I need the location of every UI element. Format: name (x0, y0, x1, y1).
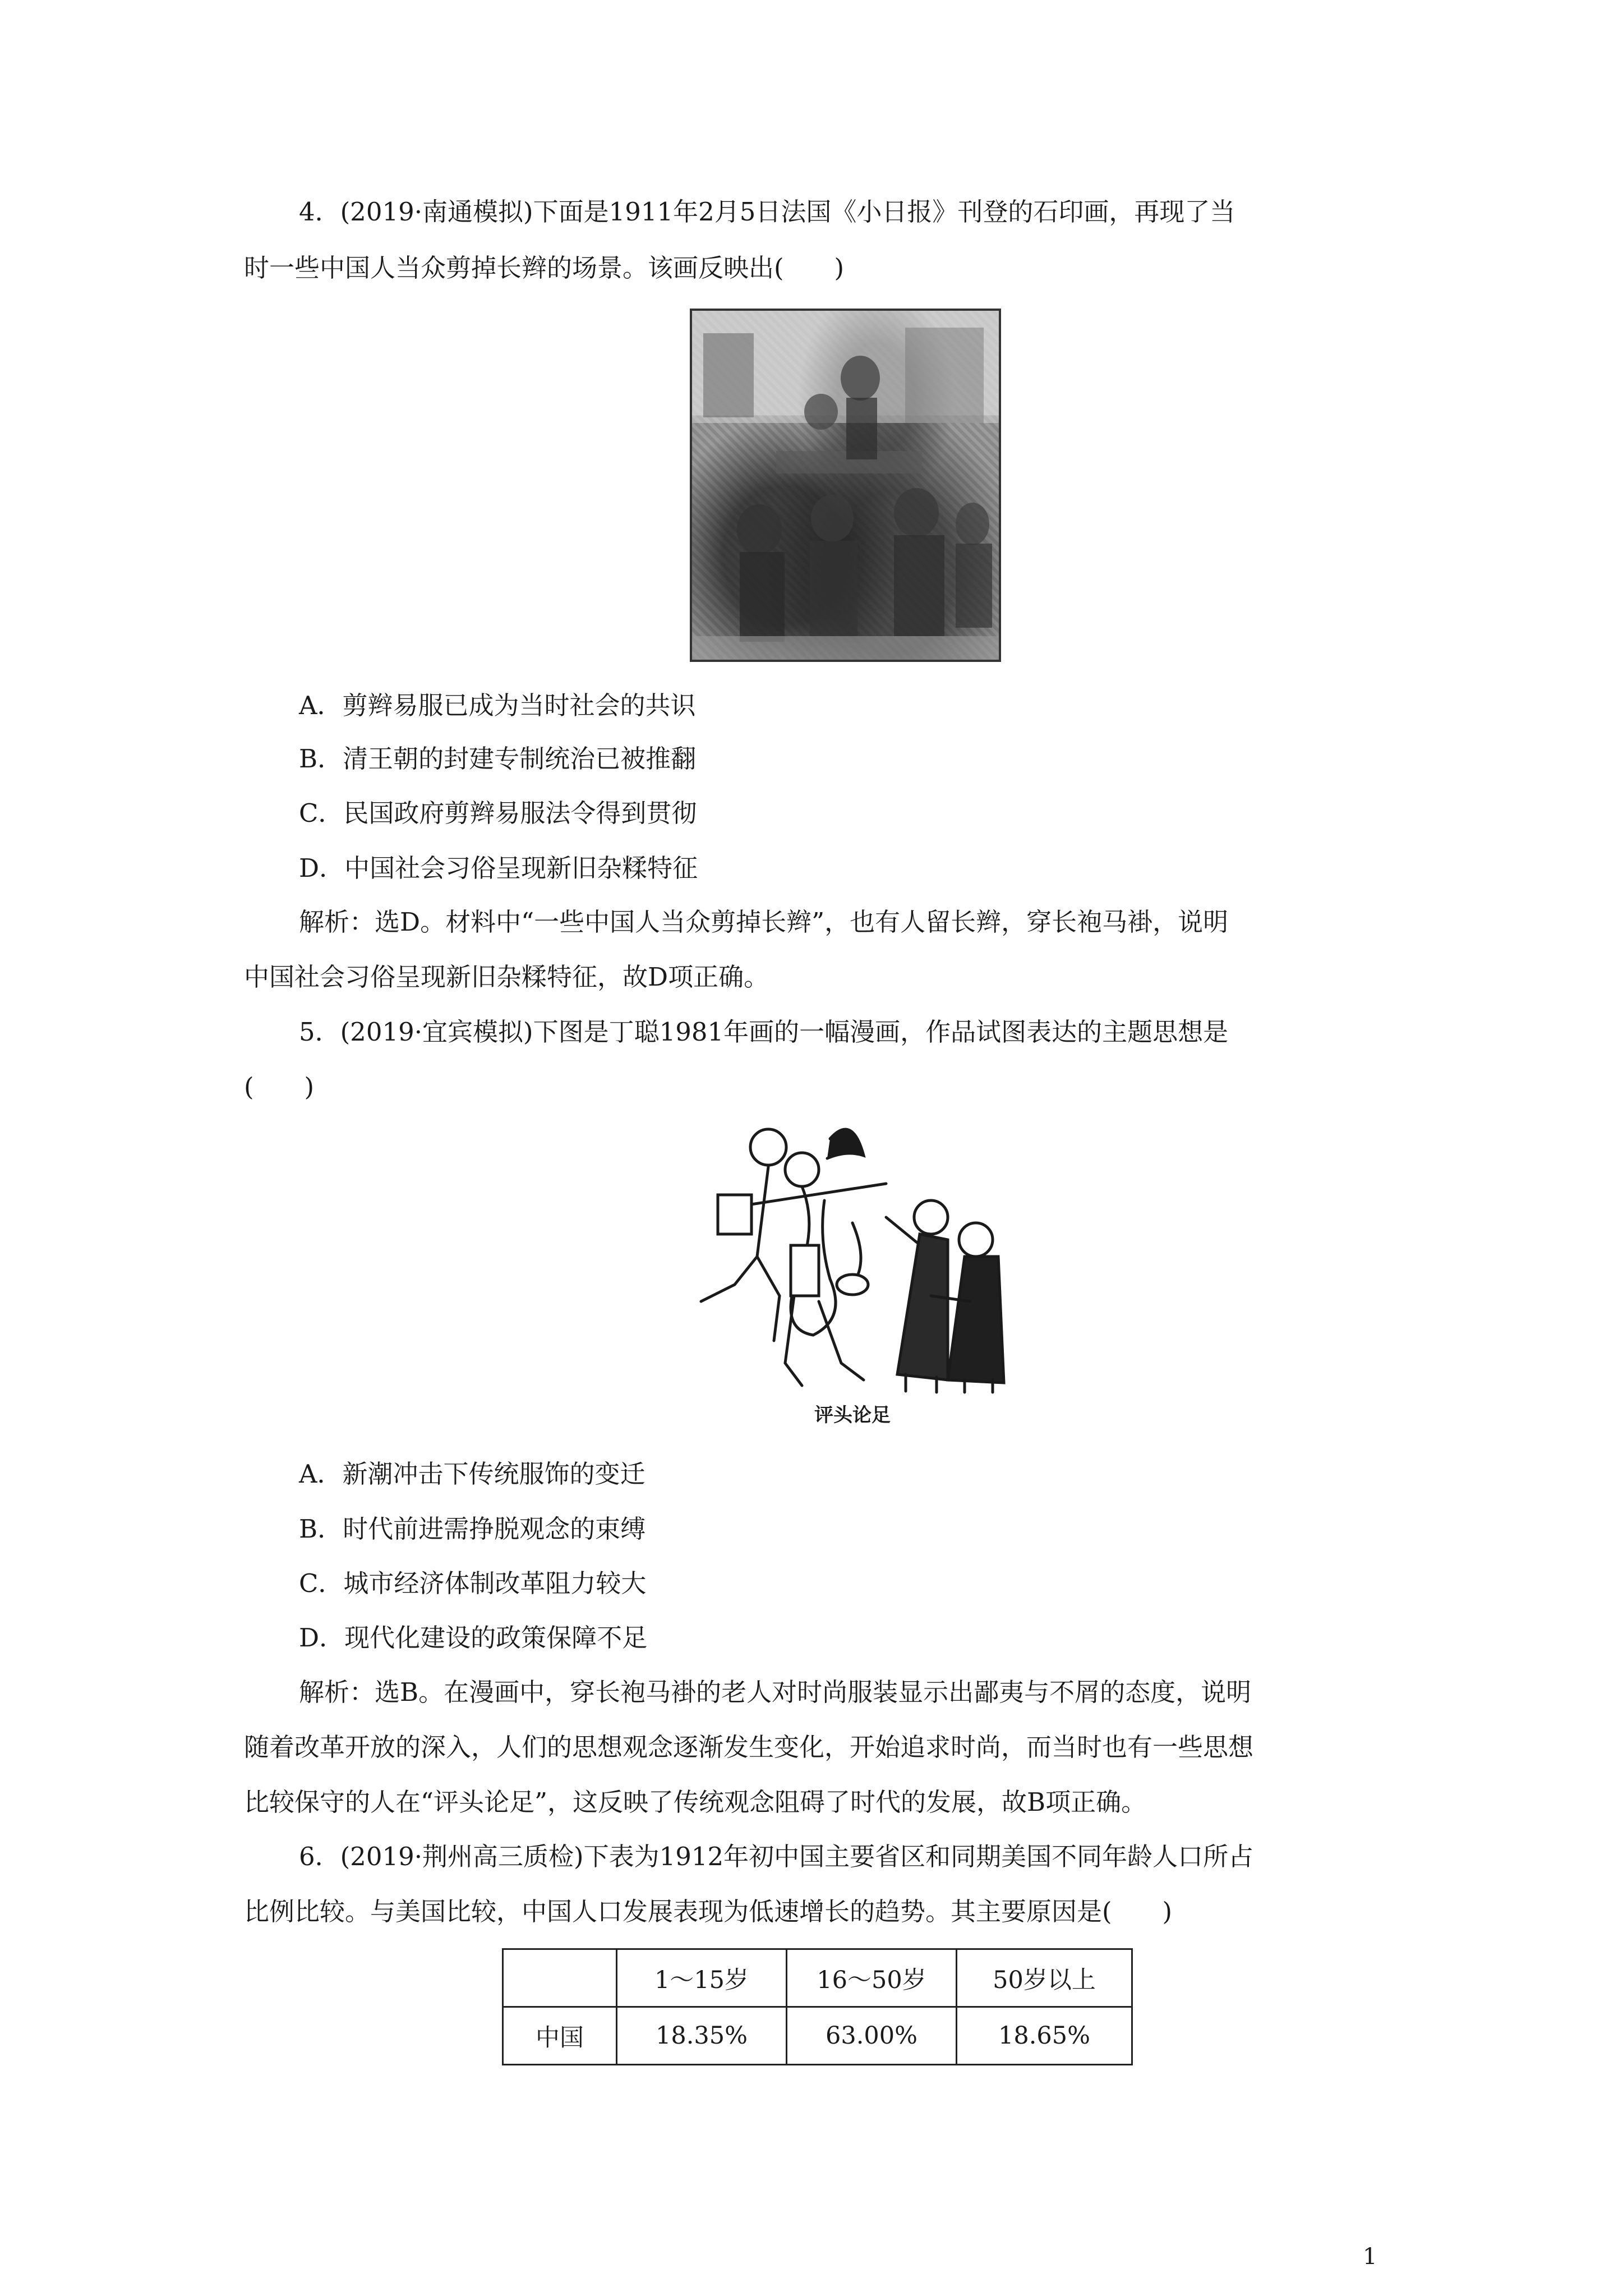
q5-stem-line2: ( ) (244, 1072, 315, 1102)
table-header-cell: 1～15岁 (617, 1949, 787, 2007)
q4-analysis-line2: 中国社会习俗呈现新旧杂糅特征，故D项正确。 (244, 962, 769, 992)
q5-option-c: C．城市经济体制改革阻力较大 (299, 1568, 647, 1598)
table-header-row (503, 1949, 1132, 2007)
table-cell: 63.00% (787, 2007, 957, 2065)
table-row (503, 2007, 1132, 2065)
q5-stem-line1: 5．(2019·宜宾模拟)下图是丁聪1981年画的一幅漫画，作品试图表达的主题思想是 (299, 1017, 1229, 1047)
q6-stem-line2: 比例比较。与美国比较，中国人口发展表现为低速增长的趋势。其主要原因是( ) (244, 1897, 1173, 1926)
cartoon-drawing (684, 1116, 1021, 1397)
page-number: 1 (1363, 2244, 1377, 2270)
q4-option-b: B．清王朝的封建专制统治已被推翻 (299, 744, 697, 774)
q5-analysis-line1: 解析：选B。在漫画中，穿长袍马褂的老人对时尚服装显示出鄙夷与不屑的态度，说明 (299, 1677, 1252, 1707)
cartoon-image (684, 1116, 1021, 1397)
table-header-cell: 50岁以上 (957, 1949, 1132, 2007)
table-cell: 中国 (503, 2007, 617, 2065)
q5-option-b: B．时代前进需挣脱观念的束缚 (299, 1514, 646, 1544)
q6-stem-line1: 6．(2019·荆州高三质检)下表为1912年初中国主要省区和同期美国不同年龄人口所占 (299, 1842, 1254, 1871)
q4-option-c: C．民国政府剪辫易服法令得到贯彻 (299, 798, 697, 828)
q5-option-d: D．现代化建设的政策保障不足 (299, 1623, 648, 1653)
table-cell: 18.65% (957, 2007, 1132, 2065)
cartoon-caption: 评头论足 (814, 1404, 891, 1427)
table-header-cell: 16～50岁 (787, 1949, 957, 2007)
q4-stem-line1: 4．(2019·南通模拟)下面是1911年2月5日法国《小日报》刊登的石印画，再现了当 (299, 197, 1235, 227)
age-population-table (502, 1948, 1133, 2065)
q4-option-d: D．中国社会习俗呈现新旧杂糅特征 (299, 853, 698, 883)
q5-option-a: A．新潮冲击下传统服饰的变迁 (299, 1459, 645, 1489)
q4-stem-line2: 时一些中国人当众剪掉长辫的场景。该画反映出( ) (244, 253, 845, 283)
q4-option-a: A．剪辫易服已成为当时社会的共识 (299, 691, 696, 720)
table-cell: 18.35% (617, 2007, 787, 2065)
crowd-illustration (692, 311, 999, 660)
q5-analysis-line3: 比较保守的人在“评头论足”，这反映了传统观念阻碍了时代的发展，故B项正确。 (244, 1787, 1147, 1817)
lithograph-image (690, 309, 1001, 662)
q4-analysis-line1: 解析：选D。材料中“一些中国人当众剪掉长辫”，也有人留长辫，穿长袍马褂，说明 (299, 907, 1229, 937)
q5-analysis-line2: 随着改革开放的深入，人们的思想观念逐渐发生变化，开始追求时尚，而当时也有一些思想 (244, 1732, 1254, 1762)
table-header-cell (503, 1949, 617, 2007)
